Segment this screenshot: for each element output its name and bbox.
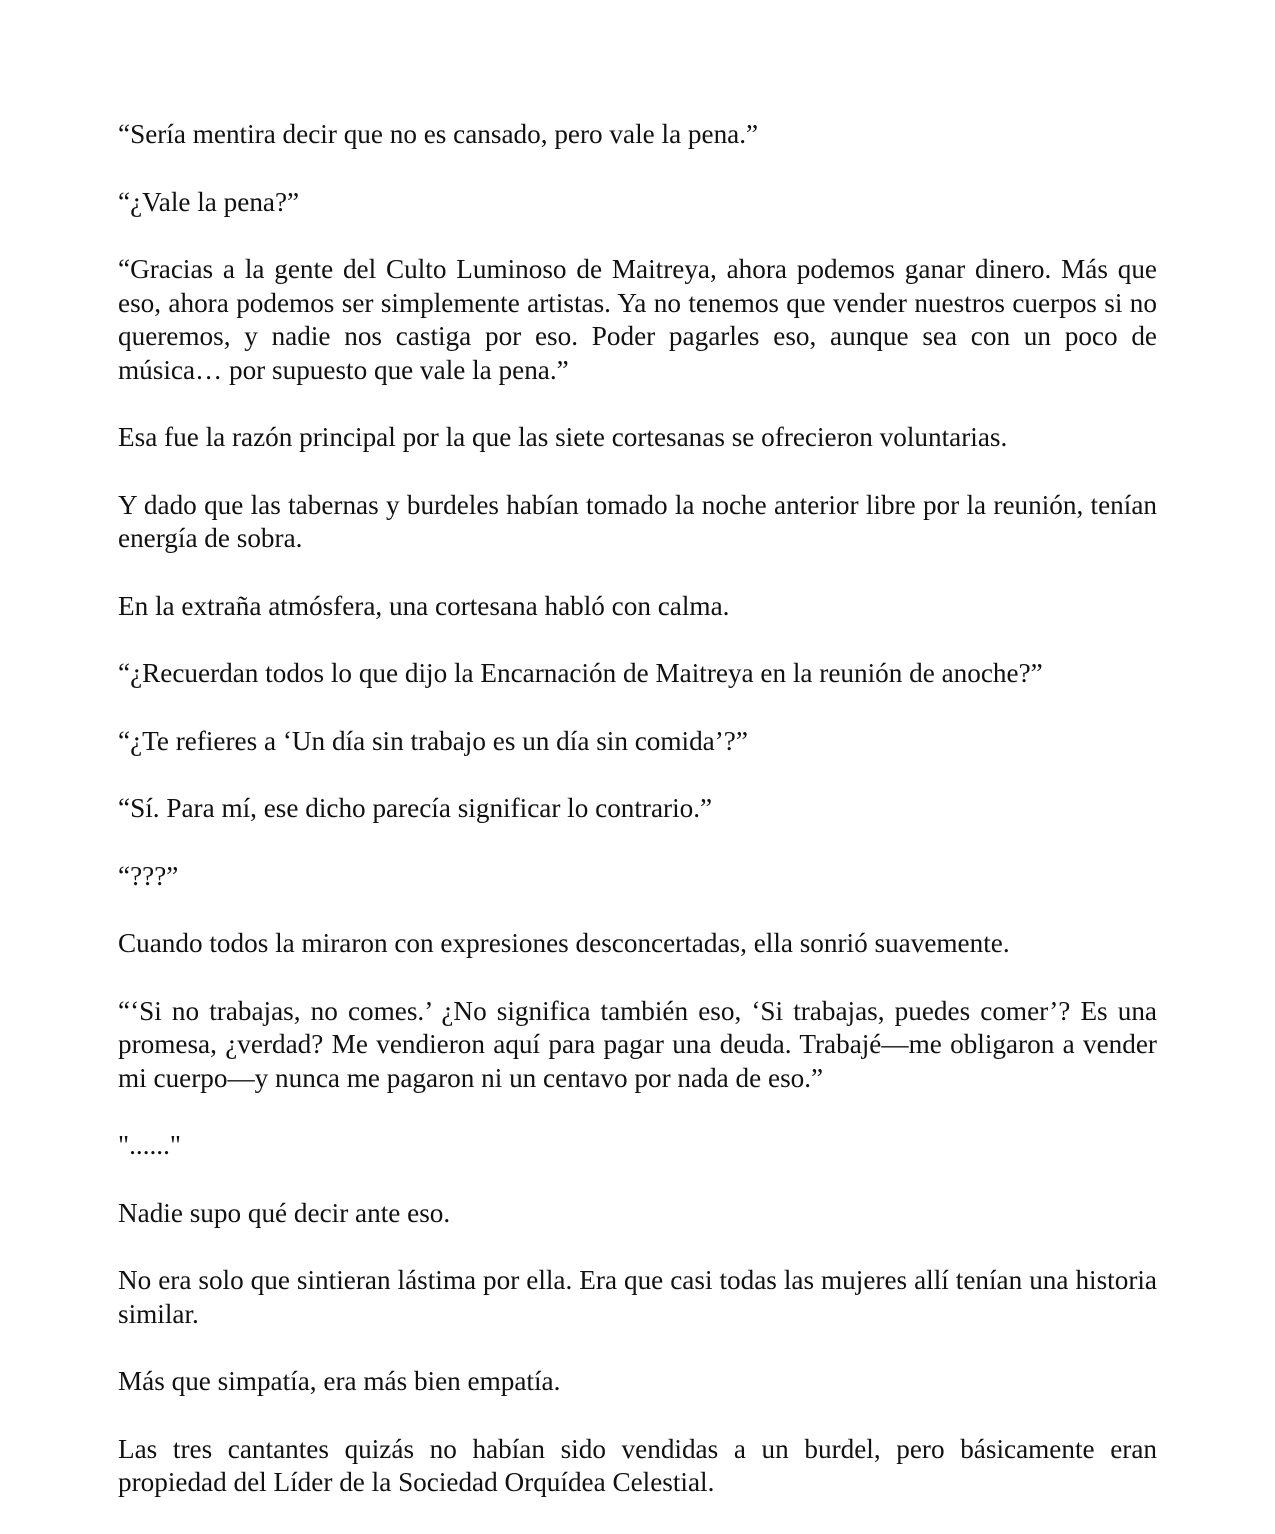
paragraph-16: Más que simpatía, era más bien empatía. [118, 1366, 561, 1396]
paragraph-6: En la extraña atmósfera, una cortesana habló con calma. [118, 590, 730, 621]
paragraph-13: "......" [118, 1130, 181, 1160]
paragraph-8: “¿Te refieres a ‘Un día sin trabajo es un día sin comida’?” [118, 725, 748, 756]
document-page [118, 118, 1157, 1534]
paragraph-14: Nadie supo qué decir ante eso. [118, 1197, 451, 1228]
paragraph-10: “???” [118, 860, 179, 891]
paragraph-1: “Sería mentira decir que no es cansado, pero vale la pena.” [118, 119, 759, 149]
paragraph-12: “‘Si no trabajas, no comes.’ ¿No significa también eso, ‘Si trabajas, puedes comer’? Es una promesa, ¿verdad? Me vendieron aquí para pagar una deuda. Trabajé—me obligaron a vender mi cuerpo—y nunca me pagaron ni un centavo por nada de eso.” [118, 995, 1157, 1093]
paragraph-11: Cuando todos la miraron con expresiones desconcertadas, ella sonrió suavemente. [118, 928, 1010, 958]
paragraph-5: Y dado que las tabernas y burdeles habían tomado la noche anterior libre por la reunión, tenían energía de sobra. [118, 489, 1157, 553]
paragraph-3: “Gracias a la gente del Culto Luminoso de Maitreya, ahora podemos ganar dinero. Más que eso, ahora podemos ser simplemente artistas. Ya no tenemos que vender nuestros cuerpos si no queremos, y nadie nos castiga por eso. Poder pagarles eso, aunque sea con un poco de música… por supuesto que vale la pena.” [118, 254, 1157, 385]
paragraph-17: Las tres cantantes quizás no habían sido vendidas a un burdel, pero básicamente eran propiedad del Líder de la Sociedad Orquídea Celestial. [118, 1433, 1157, 1497]
paragraph-2: “¿Vale la pena?” [118, 186, 300, 217]
paragraph-15: No era solo que sintieran lástima por ella. Era que casi todas las mujeres allí tenían una historia similar. [118, 1265, 1157, 1329]
paragraph-4: Esa fue la razón principal por la que las siete cortesanas se ofrecieron voluntarias. [118, 422, 1008, 452]
paragraph-9: “Sí. Para mí, ese dicho parecía significar lo contrario.” [118, 793, 713, 823]
paragraph-7: “¿Recuerdan todos lo que dijo la Encarnación de Maitreya en la reunión de anoche?” [118, 658, 1043, 688]
